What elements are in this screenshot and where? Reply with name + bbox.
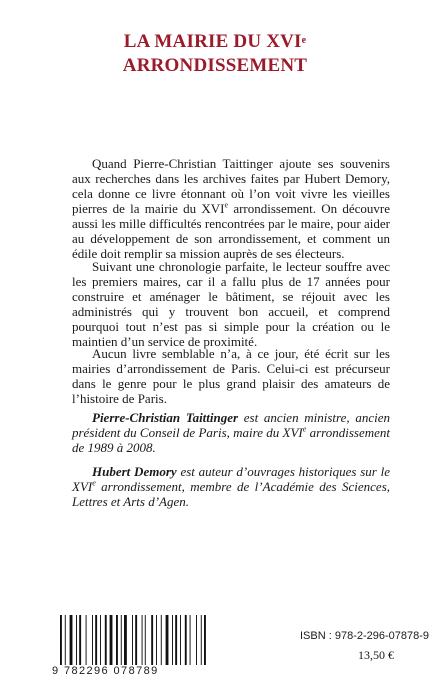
author-bio-1 bbox=[72, 410, 390, 455]
paragraph-1-superscript: e bbox=[224, 200, 229, 210]
title-line-1 bbox=[0, 30, 430, 54]
paragraph-3 bbox=[72, 346, 390, 406]
author-2-name: Hubert Demory bbox=[92, 464, 177, 479]
author-2-text: est auteur d’ouvrages historiques sur le XVI bbox=[72, 464, 390, 494]
author-2-superscript: e bbox=[92, 478, 96, 488]
author-1-superscript: e bbox=[302, 424, 307, 434]
title-text: LA MAIRIE DU XVI bbox=[123, 31, 302, 52]
title-superscript: e bbox=[301, 35, 307, 46]
price: 13,50 € bbox=[358, 648, 394, 662]
paragraph-3-text: Aucun livre semblable n’a, à ce jour, été écrit sur les mairies d’arrondissement de Paris. Celui-ci est précurseur dans le genre pour le plus grand plaisir des amateurs de l’histoire de Paris. bbox=[72, 346, 390, 406]
paragraph-1-text: Quand Pierre-Christian Taittinger ajoute ses souvenirs aux recherches dans les archives faites par Hubert Demory, cela donne ce livre étonnant où l’on voit vivre les vieilles pierres de la mairie du XVI bbox=[72, 156, 390, 216]
book-title bbox=[0, 30, 430, 78]
barcode-digits: 9 782296 078789 bbox=[52, 665, 159, 677]
paragraph-2-text: Suivant une chronologie parfaite, le lecteur souffre avec les premiers maires, car il a fallu plus de 17 années pour construire et aménager le bâtiment, se réjouit avec les administrés qui y trouvent bon accueil, et comprend pourquoi tout n’est pas si simple pour la création ou le maintien d’un service de proximité. bbox=[72, 259, 390, 349]
author-2-text-end: arrondissement, membre de l’Académie des Sciences, Lettres et Arts d’Agen. bbox=[72, 479, 390, 509]
paragraph-2 bbox=[72, 259, 390, 349]
author-bio-2 bbox=[72, 464, 390, 509]
title-line-2: ARRONDISSEMENT bbox=[122, 55, 308, 76]
isbn: ISBN : 978-2-296-07878-9 bbox=[300, 630, 430, 642]
author-1-name: Pierre-Christian Taittinger bbox=[92, 410, 239, 425]
paragraph-1 bbox=[72, 156, 390, 261]
author-1-text-end: arrondissement de 1989 à 2008. bbox=[72, 425, 391, 455]
barcode bbox=[60, 615, 220, 665]
paragraph-1-text-end: arrondissement. On découvre aussi les mille difficultés rencontrées par le maire, pour aider au développement de son arrondissement, et comment un édile doit remplir sa mission auprès de ses électeurs. bbox=[72, 201, 390, 261]
author-1-text: est ancien ministre, ancien président du Conseil de Paris, maire du XVI bbox=[72, 410, 390, 440]
